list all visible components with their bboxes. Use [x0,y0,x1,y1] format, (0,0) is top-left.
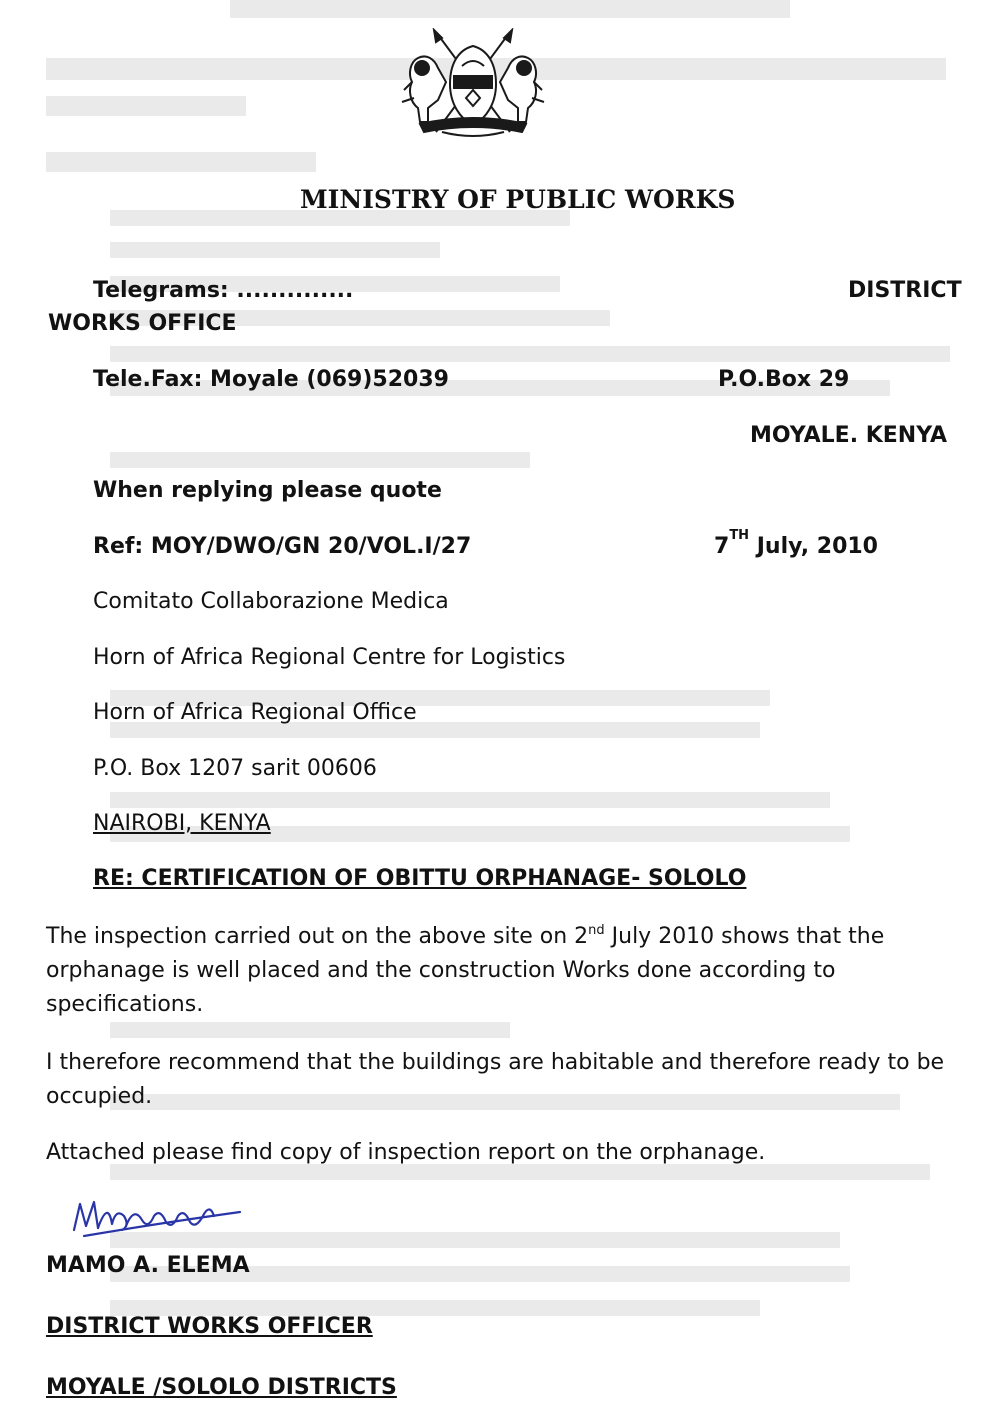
subject-line: RE: CERTIFICATION OF OBITTU ORPHANAGE- SOLOLO [93,866,747,891]
signatory-title: DISTRICT WORKS OFFICER [46,1314,373,1339]
date-day: 7 [714,534,730,559]
town-line: MOYALE. KENYA [750,423,948,448]
signatory-name: MAMO A. ELEMA [46,1253,250,1278]
works-office-label: WORKS OFFICE [48,311,237,336]
signatory-districts: MOYALE /SOLOLO DISTRICTS [46,1375,397,1400]
body-p1-start: The inspection carried out on the above site on 2 [46,924,589,949]
letter-date [714,528,878,559]
reply-note: When replying please quote [93,478,442,503]
po-box-line: P.O.Box 29 [718,367,850,392]
body-p1-sup: nd [588,923,605,938]
ministry-title: MINISTRY OF PUBLIC WORKS [300,185,736,214]
recipient-line-2: Horn of Africa Regional Centre for Logistics [93,645,566,670]
date-rest: July, 2010 [749,534,878,559]
district-label: DISTRICT [848,278,962,303]
recipient-line-4: P.O. Box 1207 sarit 00606 [93,756,377,781]
body-paragraph-1 [46,920,976,1022]
handwritten-signature [64,1186,254,1246]
telegrams-line: Telegrams: .............. [93,278,354,303]
reference-number: Ref: MOY/DWO/GN 20/VOL.I/27 [93,534,472,559]
kenya-coat-of-arms-icon [398,28,548,140]
recipient-line-3: Horn of Africa Regional Office [93,700,417,725]
recipient-line-1: Comitato Collaborazione Medica [93,589,449,614]
recipient-line-5: NAIROBI, KENYA [93,811,271,836]
body-paragraph-3: Attached please find copy of inspection report on the orphanage. [46,1140,766,1165]
date-suffix: TH [729,528,750,543]
telefax-line: Tele.Fax: Moyale (069)52039 [93,367,449,392]
body-paragraph-2: I therefore recommend that the buildings are habitable and therefore ready to be occupied. [46,1050,945,1109]
body-p1-end: July 2010 shows that the orphanage is well placed and the construction Works done according to specifications. [46,924,885,1017]
